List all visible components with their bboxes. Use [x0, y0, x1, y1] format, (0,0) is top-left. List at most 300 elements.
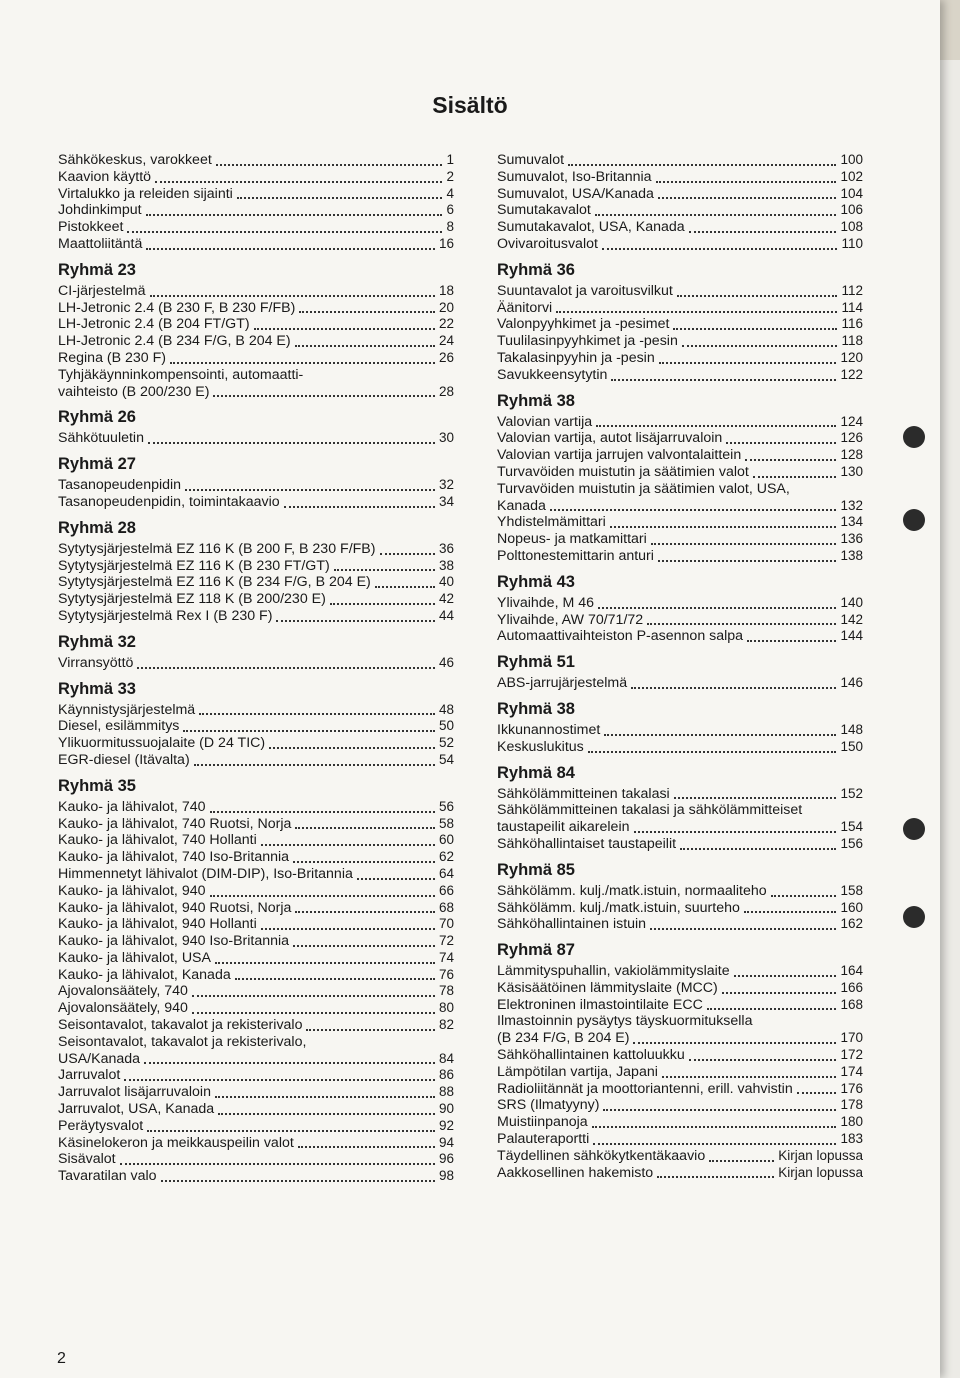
- toc-entry: [58, 1151, 454, 1168]
- toc-entry: [58, 967, 454, 984]
- toc-entry: [497, 236, 863, 253]
- dot-leader: [210, 810, 435, 813]
- dot-leader: [299, 310, 435, 313]
- toc-entry-label: Kauko- ja lähivalot, 940 Hollanti: [58, 916, 257, 933]
- toc-entry-page: 2: [446, 168, 454, 184]
- dot-leader: [631, 686, 836, 689]
- toc-entry: [58, 169, 454, 186]
- toc-entry-page: 120: [840, 349, 863, 365]
- toc-entry-page: 1: [446, 152, 454, 167]
- toc-left-column: [58, 152, 454, 1185]
- binder-hole: [903, 906, 925, 928]
- toc-entry-label: Peräytysvalot: [58, 1117, 144, 1134]
- dot-leader: [261, 927, 435, 930]
- dot-leader: [137, 666, 435, 669]
- toc-entry-page: 36: [438, 540, 454, 556]
- toc-entry-label: Johdinkimput: [58, 202, 142, 219]
- dot-leader: [120, 1162, 435, 1165]
- toc-entry-page: 88: [438, 1084, 454, 1100]
- dot-leader: [295, 826, 435, 829]
- dot-leader: [604, 733, 836, 736]
- toc-entry-page: 18: [438, 282, 454, 298]
- dot-leader: [293, 860, 435, 863]
- toc-entry-page: 28: [438, 383, 454, 399]
- toc-entry-label: Sähköhallintainen kattoluukku: [497, 1047, 685, 1064]
- dot-leader: [593, 1142, 836, 1145]
- toc-entry-label: Himmennetyt lähivalot (DIM-DIP), Iso-Britannia: [58, 865, 353, 882]
- dot-leader: [659, 361, 837, 364]
- toc-entry-label: Kanada: [497, 497, 546, 514]
- toc-entry-label: Valovian vartija: [497, 413, 593, 430]
- toc-entry: [497, 447, 863, 464]
- toc-entry-page: 124: [840, 413, 863, 429]
- dot-leader: [662, 1075, 837, 1078]
- toc-entry: [58, 202, 454, 219]
- dot-leader: [124, 1078, 435, 1081]
- dot-leader: [147, 1129, 435, 1132]
- dot-leader: [556, 310, 837, 313]
- toc-entry-page: 38: [438, 557, 454, 573]
- toc-entry-label: Jarruvalot, USA, Kanada: [58, 1101, 215, 1118]
- toc-entry-page: Kirjan lopussa: [778, 1164, 863, 1180]
- dot-leader: [722, 991, 837, 994]
- toc-entry-page: 172: [840, 1047, 863, 1063]
- toc-group-heading: Ryhmä 35: [58, 776, 136, 795]
- toc-entry-label: Turvavöiden muistutin ja säätimien valot, USA,: [497, 480, 790, 497]
- dot-leader: [647, 622, 836, 625]
- toc-group-heading: Ryhmä 38: [497, 699, 575, 718]
- dot-leader: [658, 559, 837, 562]
- toc-group-heading: Ryhmä 28: [58, 518, 136, 537]
- toc-entry-label: Valovian vartija, autot lisäjarruvaloin: [497, 430, 723, 447]
- toc-entry-label: Ajovalonsäätely, 740: [58, 983, 188, 1000]
- toc-entry: [497, 186, 863, 203]
- toc-entry-label: Kauko- ja lähivalot, 940 Iso-Britannia: [58, 933, 290, 950]
- toc-entry: [497, 1013, 863, 1030]
- toc-entry-page: 130: [840, 463, 863, 479]
- toc-entry: [58, 655, 454, 672]
- toc-group-heading: Ryhmä 32: [58, 632, 136, 651]
- toc-entry-label: Sytytysjärjestelmä Rex I (B 230 F): [58, 607, 273, 624]
- toc-entry: [58, 883, 454, 900]
- toc-entry-label: Kauko- ja lähivalot, Kanada: [58, 966, 231, 983]
- toc-entry-page: 42: [438, 591, 454, 607]
- toc-entry-label: Jarruvalot lisäjarruvaloin: [58, 1084, 211, 1101]
- toc-entry-page: 112: [841, 282, 863, 298]
- toc-entry-label: Sähköhallintainen istuin: [497, 916, 647, 933]
- toc-entry-page: 8: [446, 219, 454, 235]
- toc-entry: [497, 595, 863, 612]
- dot-leader: [161, 1179, 435, 1182]
- toc-entry: [497, 1165, 863, 1182]
- dot-leader: [254, 327, 435, 330]
- page-number: 2: [57, 1350, 66, 1367]
- toc-entry-label: Kauko- ja lähivalot, 940: [58, 882, 206, 899]
- toc-entry: [497, 202, 863, 219]
- toc-entry-label: Ovivaroitusvalot: [497, 235, 598, 252]
- dot-leader: [650, 927, 836, 930]
- toc-entry: [497, 722, 863, 739]
- toc-entry: [497, 1064, 863, 1081]
- toc-entry-page: 52: [438, 735, 454, 751]
- toc-entry: [497, 786, 863, 803]
- toc-entry-page: 74: [438, 949, 454, 965]
- dot-leader: [146, 247, 435, 250]
- toc-entry: [497, 350, 863, 367]
- dot-leader: [611, 378, 836, 381]
- toc-entry: [497, 628, 863, 645]
- toc-entry-page: 132: [840, 497, 863, 513]
- dot-leader: [216, 163, 443, 166]
- dot-leader: [334, 568, 435, 571]
- toc-entry: [58, 983, 454, 1000]
- toc-entry: [497, 514, 863, 531]
- toc-entry-label: Sumutakavalot: [497, 202, 591, 219]
- toc-entry-page: 30: [438, 430, 454, 446]
- toc-entry: [58, 558, 454, 575]
- toc-entry-page: 22: [438, 316, 454, 332]
- toc-entry: [497, 464, 863, 481]
- dot-leader: [293, 944, 435, 947]
- toc-entry-label: LH-Jetronic 2.4 (B 230 F, B 230 F/FB): [58, 299, 296, 316]
- toc-entry-label: Sytytysjärjestelmä EZ 116 K (B 230 FT/GT): [58, 557, 330, 574]
- toc-group-heading: Ryhmä 87: [497, 941, 575, 960]
- toc-entry-page: 176: [840, 1080, 863, 1096]
- dot-leader: [185, 488, 435, 491]
- dot-leader: [284, 505, 435, 508]
- toc-entry-page: 48: [438, 701, 454, 717]
- toc-entry: [497, 333, 863, 350]
- toc-entry-page: 4: [446, 185, 454, 201]
- toc-entry-page: 56: [438, 798, 454, 814]
- toc-entry-page: 170: [840, 1030, 863, 1046]
- toc-entry-page: 60: [438, 832, 454, 848]
- toc-entry-page: 24: [438, 333, 454, 349]
- toc-entry-label: Seisontavalot, takavalot ja rekisterivalo: [58, 1017, 303, 1034]
- toc-entry-label: Tyhjäkäynninkompensointi, automaatti-: [58, 366, 304, 383]
- toc-entry-page: 134: [840, 514, 863, 530]
- toc-entry: [58, 350, 454, 367]
- dot-leader: [677, 294, 838, 297]
- toc-entry: [58, 367, 454, 384]
- toc-entry: [58, 950, 454, 967]
- toc-entry-label: Kauko- ja lähivalot, 740: [58, 798, 206, 815]
- toc-entry-label: Sähkötuuletin: [58, 430, 144, 447]
- toc-entry: [497, 481, 863, 498]
- toc-entry-page: 68: [438, 899, 454, 915]
- toc-entry-page: 62: [438, 849, 454, 865]
- dot-leader: [610, 525, 837, 528]
- dot-leader: [550, 508, 837, 511]
- toc-entry-page: 66: [438, 882, 454, 898]
- page-title: Sisältö: [432, 92, 508, 118]
- toc-entry-label: Käynnistysjärjestelmä: [58, 701, 196, 718]
- dot-leader: [144, 1061, 435, 1064]
- dot-leader: [657, 1175, 774, 1178]
- toc-entry-page: 122: [840, 366, 863, 382]
- toc-entry-page: 146: [840, 675, 863, 691]
- toc-group-heading: Ryhmä 36: [497, 260, 575, 279]
- dot-leader: [295, 910, 435, 913]
- toc-entry-label: Maattoliitäntä: [58, 235, 143, 252]
- toc-entry-page: 148: [840, 721, 863, 737]
- toc-entry-label: Tuulilasinpyyhkimet ja -pesin: [497, 333, 678, 350]
- toc-entry: [58, 1051, 454, 1068]
- toc-entry: [497, 997, 863, 1014]
- dot-leader: [753, 475, 837, 478]
- toc-entry: [58, 591, 454, 608]
- dot-leader: [295, 344, 435, 347]
- toc-entry-label: Virtalukko ja releiden sijainti: [58, 185, 233, 202]
- toc-entry-label: Kauko- ja lähivalot, 740 Ruotsi, Norja: [58, 815, 292, 832]
- toc-entry-label: Lämpötilan vartija, Japani: [497, 1063, 658, 1080]
- toc-entry-page: 72: [438, 933, 454, 949]
- toc-entry-label: Virransyöttö: [58, 654, 134, 671]
- toc-entry: [58, 494, 454, 511]
- toc-entry: [58, 735, 454, 752]
- toc-entry-label: Sytytysjärjestelmä EZ 118 K (B 200/230 E): [58, 591, 326, 608]
- toc-entry: [58, 702, 454, 719]
- toc-right-column: [497, 152, 863, 1181]
- toc-entry-label: Tasanopeudenpidin, toimintakaavio: [58, 493, 280, 510]
- toc-entry-label: Sähkölämmitteinen takalasi: [497, 785, 670, 802]
- toc-entry-label: Kauko- ja lähivalot, 940 Ruotsi, Norja: [58, 899, 292, 916]
- toc-entry-label: Radioliitännät ja moottoriantenni, erill. vahvistin: [497, 1080, 793, 1097]
- dot-leader: [689, 230, 837, 233]
- toc-entry-page: 80: [438, 1000, 454, 1016]
- toc-entry: [497, 675, 863, 692]
- toc-entry-label: Polttonestemittarin anturi: [497, 547, 654, 564]
- toc-entry-page: 136: [840, 531, 863, 547]
- dot-leader: [603, 1108, 836, 1111]
- dot-leader: [674, 796, 837, 799]
- toc-entry-page: 183: [840, 1131, 863, 1147]
- toc-entry-page: 152: [840, 785, 863, 801]
- dot-leader: [127, 230, 442, 233]
- toc-group-heading: Ryhmä 38: [497, 391, 575, 410]
- toc-entry-page: 116: [841, 316, 863, 332]
- toc-entry-label: Takalasinpyyhin ja -pesin: [497, 349, 655, 366]
- toc-entry-label: Sähkökeskus, varokkeet: [58, 152, 212, 168]
- toc-entry: [58, 1084, 454, 1101]
- toc-entry-label: ABS-jarrujärjestelmä: [497, 675, 628, 692]
- toc-entry-label: Ylivaihde, M 46: [497, 594, 594, 611]
- toc-entry: [58, 608, 454, 625]
- toc-entry-page: 64: [438, 865, 454, 881]
- toc-entry-label: Turvavöiden muistutin ja säätimien valot: [497, 463, 749, 480]
- toc-entry-label: Kauko- ja lähivalot, 740 Iso-Britannia: [58, 849, 290, 866]
- toc-entry-label: LH-Jetronic 2.4 (B 204 FT/GT): [58, 316, 250, 333]
- toc-entry: [58, 219, 454, 236]
- toc-entry-label: Sähkölämm. kulj./matk.istuin, suurteho: [497, 899, 740, 916]
- dot-leader: [218, 1112, 435, 1115]
- dot-leader: [192, 994, 435, 997]
- toc-entry: [497, 739, 863, 756]
- toc-entry-page: 104: [840, 185, 863, 201]
- dot-leader: [183, 729, 435, 732]
- toc-entry-page: 118: [841, 333, 863, 349]
- toc-entry: [497, 169, 863, 186]
- toc-entry: [58, 541, 454, 558]
- dot-leader: [269, 746, 435, 749]
- toc-entry-page: 92: [438, 1117, 454, 1133]
- toc-entry-page: 82: [438, 1017, 454, 1033]
- toc-entry-label: Ajovalonsäätely, 940: [58, 1000, 188, 1017]
- toc-entry-page: 106: [840, 202, 863, 218]
- dot-leader: [682, 344, 838, 347]
- dot-leader: [634, 830, 837, 833]
- dot-leader: [146, 213, 443, 216]
- toc-entry: [58, 900, 454, 917]
- toc-group-heading: Ryhmä 23: [58, 260, 136, 279]
- toc-entry: [58, 283, 454, 300]
- toc-entry: [58, 718, 454, 735]
- toc-entry-page: 6: [446, 202, 454, 218]
- toc-entry: [58, 816, 454, 833]
- toc-entry-page: 44: [438, 607, 454, 623]
- toc-entry: [58, 752, 454, 769]
- toc-entry-label: CI-järjestelmä: [58, 282, 146, 299]
- toc-entry-page: 58: [438, 815, 454, 831]
- toc-entry: [58, 866, 454, 883]
- toc-entry: [497, 531, 863, 548]
- toc-entry-label: Elektroninen ilmastointilaite ECC: [497, 996, 703, 1013]
- toc-group-heading: Ryhmä 43: [497, 572, 575, 591]
- dot-leader: [588, 750, 837, 753]
- dot-leader: [306, 1028, 435, 1031]
- dot-leader: [237, 196, 443, 199]
- dot-leader: [380, 552, 435, 555]
- toc-entry-label: Sytytysjärjestelmä EZ 116 K (B 234 F/G, B 204 E): [58, 574, 371, 591]
- toc-entry-label: Valovian vartija jarrujen valvontalaittein: [497, 447, 742, 464]
- toc-entry-label: Ylikuormitussuojalaite (D 24 TIC): [58, 735, 266, 752]
- toc-entry: [497, 219, 863, 236]
- toc-entry-page: 178: [840, 1097, 863, 1113]
- dot-leader: [596, 424, 836, 427]
- toc-entry-page: 142: [840, 611, 863, 627]
- toc-entry: [497, 1148, 863, 1165]
- toc-entry-label: Ylivaihde, AW 70/71/72: [497, 611, 644, 628]
- toc-entry-page: 140: [840, 594, 863, 610]
- toc-entry-label: Muistiinpanoja: [497, 1114, 588, 1131]
- toc-entry-page: 174: [840, 1063, 863, 1079]
- toc-entry-page: 144: [840, 628, 863, 644]
- toc-entry-label: SRS (Ilmatyyny): [497, 1097, 600, 1114]
- dot-leader: [568, 163, 836, 166]
- toc-entry-page: 40: [438, 574, 454, 590]
- toc-entry-page: 158: [840, 882, 863, 898]
- toc-entry-page: 50: [438, 718, 454, 734]
- toc-entry: [58, 384, 454, 401]
- toc-entry: [497, 300, 863, 317]
- dot-leader: [707, 1007, 837, 1010]
- toc-entry-page: 126: [840, 430, 863, 446]
- dot-leader: [375, 585, 435, 588]
- toc-entry-label: Täydellinen sähkökytkentäkaavio: [497, 1147, 706, 1164]
- toc-entry: [497, 414, 863, 431]
- toc-entry: [497, 963, 863, 980]
- toc-entry-page: 96: [438, 1151, 454, 1167]
- toc-entry-page: 76: [438, 966, 454, 982]
- dot-leader: [633, 1041, 836, 1044]
- dot-leader: [658, 196, 837, 199]
- toc-entry-label: LH-Jetronic 2.4 (B 234 F/G, B 204 E): [58, 333, 291, 350]
- toc-entry-page: 110: [841, 235, 863, 251]
- toc-group-heading: Ryhmä 51: [497, 653, 575, 672]
- toc-entry-label: Sähkölämm. kulj./matk.istuin, normaaliteho: [497, 882, 767, 899]
- toc-entry: [58, 832, 454, 849]
- toc-entry-label: taustapeilit aikarelein: [497, 819, 630, 836]
- toc-entry-label: Kauko- ja lähivalot, 740 Hollanti: [58, 832, 257, 849]
- toc-entry: [497, 883, 863, 900]
- toc-entry-label: Jarruvalot: [58, 1067, 121, 1084]
- toc-entry: [58, 186, 454, 203]
- toc-entry-label: Lämmityspuhallin, vakiolämmityslaite: [497, 963, 730, 980]
- toc-entry: [497, 283, 863, 300]
- toc-entry-label: Kaavion käyttö: [58, 168, 152, 185]
- dot-leader: [298, 1145, 435, 1148]
- toc-entry-page: 128: [840, 447, 863, 463]
- dot-leader: [357, 877, 435, 880]
- toc-entry-label: Sisävalot: [58, 1151, 116, 1168]
- dot-leader: [602, 247, 838, 250]
- toc-entry-label: Sytytysjärjestelmä EZ 116 K (B 200 F, B 230 F/FB): [58, 540, 376, 557]
- toc-entry: [497, 152, 863, 169]
- dot-leader: [734, 974, 837, 977]
- toc-group-heading: Ryhmä 26: [58, 408, 136, 427]
- toc-entry: [497, 819, 863, 836]
- toc-entry-page: 154: [840, 819, 863, 835]
- dot-leader: [598, 606, 836, 609]
- toc-entry-page: 162: [840, 916, 863, 932]
- dot-leader: [276, 619, 435, 622]
- dot-leader: [651, 542, 837, 545]
- toc-group-heading: Ryhmä 27: [58, 455, 136, 474]
- toc-entry: [497, 548, 863, 565]
- toc-entry: [58, 477, 454, 494]
- toc-entry-label: vaihteisto (B 200/230 E): [58, 383, 210, 400]
- toc-entry-label: Diesel, esilämmitys: [58, 718, 180, 735]
- toc-entry-label: Savukkeensytytin: [497, 366, 608, 383]
- toc-entry-page: 32: [438, 477, 454, 493]
- toc-entry-label: Pistokkeet: [58, 219, 124, 236]
- dot-leader: [155, 180, 442, 183]
- toc-entry: [58, 849, 454, 866]
- toc-entry: [58, 574, 454, 591]
- toc-entry: [497, 980, 863, 997]
- toc-entry: [497, 1081, 863, 1098]
- dot-leader: [673, 327, 837, 330]
- toc-entry-page: 138: [840, 547, 863, 563]
- toc-entry-label: Tasanopeudenpidin: [58, 477, 182, 494]
- toc-entry-label: Automaattivaihteiston P-asennon salpa: [497, 628, 744, 645]
- toc-entry: [58, 933, 454, 950]
- dot-leader: [744, 910, 837, 913]
- toc-entry-page: 78: [438, 983, 454, 999]
- toc-entry-label: USA/Kanada: [58, 1050, 141, 1067]
- toc-entry-label: Sähkölämmitteinen takalasi ja sähkölämmitteiset: [497, 802, 803, 819]
- dot-leader: [194, 763, 435, 766]
- toc-entry-label: Äänitorvi: [497, 299, 553, 316]
- toc-entry: [58, 333, 454, 350]
- dot-leader: [595, 213, 837, 216]
- toc-entry: [497, 1131, 863, 1148]
- toc-entry-page: 114: [841, 299, 863, 315]
- toc-entry: [497, 367, 863, 384]
- toc-group-heading: Ryhmä 33: [58, 679, 136, 698]
- toc-entry-page: 150: [840, 738, 863, 754]
- dot-leader: [797, 1091, 837, 1094]
